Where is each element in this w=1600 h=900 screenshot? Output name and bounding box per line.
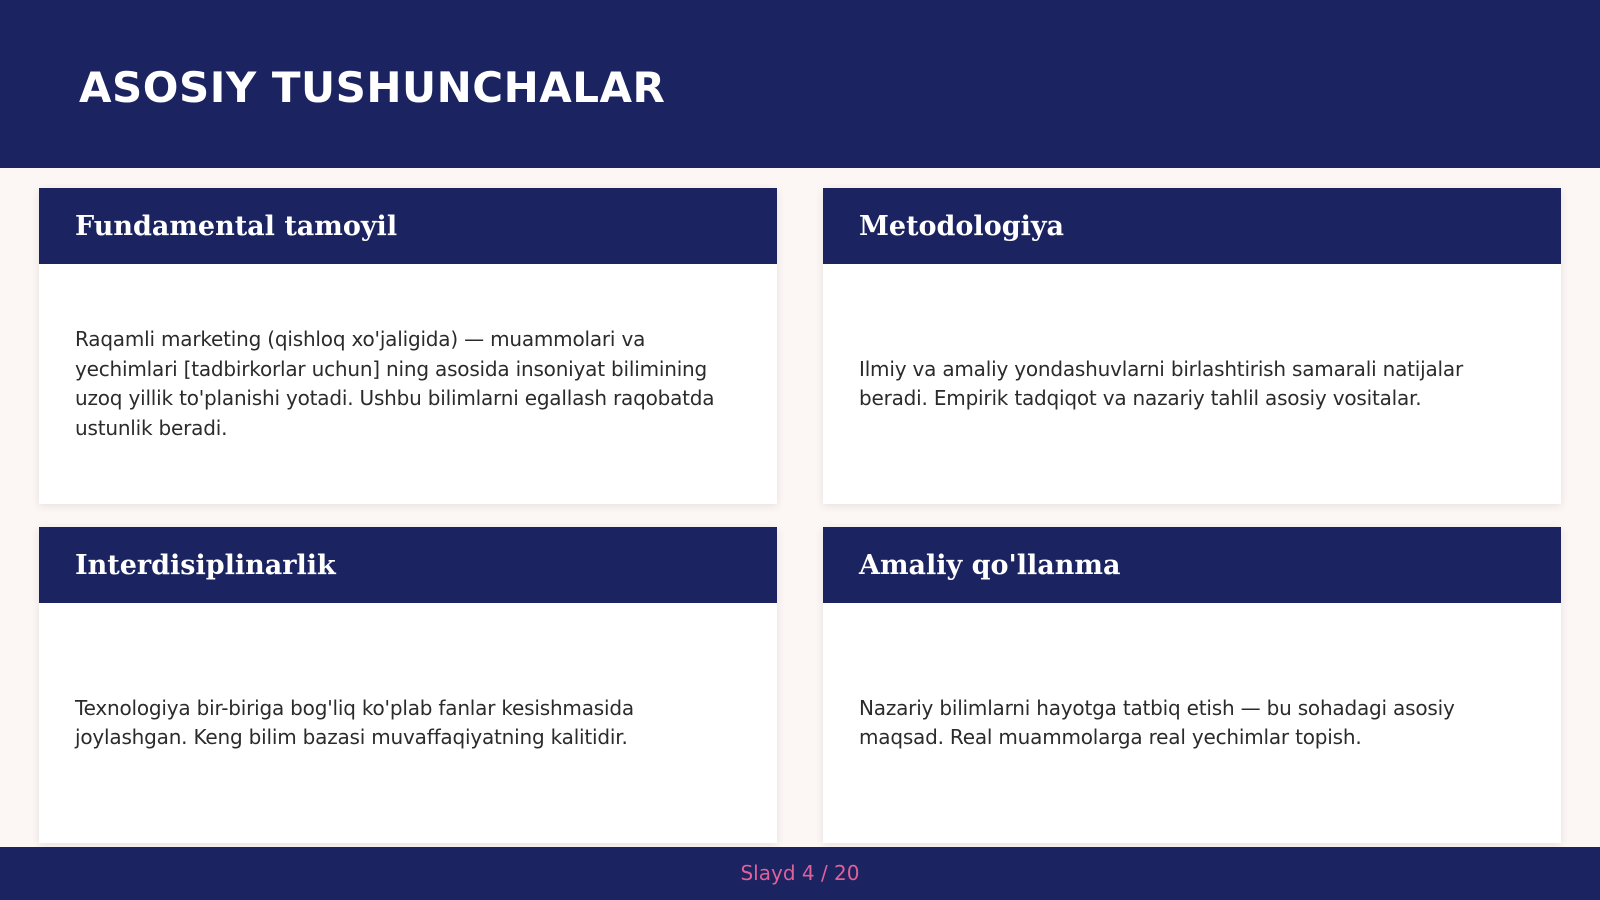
card-fundamental-principle: [39, 188, 777, 504]
card-header: [823, 527, 1561, 603]
slide-footer: [0, 847, 1600, 900]
card-text: Nazariy bilimlarni hayotga tatbiq etish — bu sohadagi asosiy maqsad. Real muammolarga real yechimlar topish.: [859, 695, 1455, 749]
slide-header: [0, 0, 1600, 168]
card-text: Texnologiya bir-biriga bog'liq ko'plab fanlar kesishmasida joylashgan. Keng bilim bazasi muvaffaqiyatning kalitidir.: [75, 695, 634, 749]
card-title: Amaliy qo'llanma: [859, 550, 1121, 581]
card-body: [823, 603, 1561, 843]
card-header: [823, 188, 1561, 264]
card-methodology: [823, 188, 1561, 504]
card-text: Raqamli marketing (qishloq xo'jaligida) — muammolari va yechimlari [tadbirkorlar uchun] ning asosida insoniyat bilimining uzoq yillik to'planishi yotadi. Ushbu bilimlarni egallash raqobatda ustunlik beradi.: [75, 327, 715, 440]
card-text: Ilmiy va amaliy yondashuvlarni birlashtirish samarali natijalar beradi. Empirik tadqiqot va nazariy tahlil asosiy vositalar.: [859, 356, 1463, 410]
card-header: [39, 188, 777, 264]
page-title: ASOSIY TUSHUNCHALAR: [79, 63, 666, 112]
card-title: Fundamental tamoyil: [75, 211, 398, 242]
card-title: Interdisiplinarlik: [75, 550, 336, 581]
slide-number: Slayd 4 / 20: [740, 860, 860, 885]
card-body: [823, 264, 1561, 504]
card-body: [39, 603, 777, 843]
card-interdisciplinarity: [39, 527, 777, 843]
card-header: [39, 527, 777, 603]
card-body: [39, 264, 777, 504]
card-title: Metodologiya: [859, 211, 1065, 242]
card-practical-guide: [823, 527, 1561, 843]
